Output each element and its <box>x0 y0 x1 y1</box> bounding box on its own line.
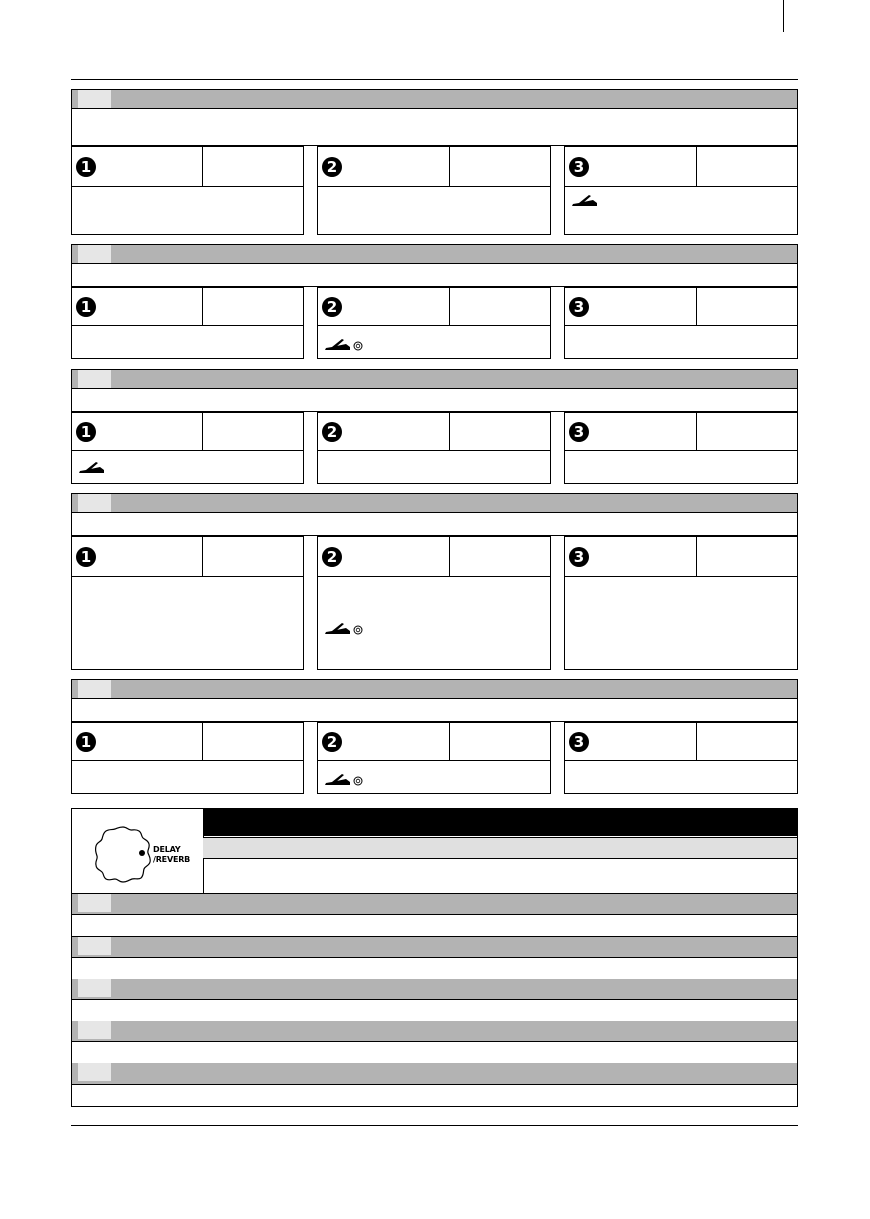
module-header <box>71 808 798 894</box>
svg-text:2: 2 <box>326 297 338 316</box>
svg-text:2: 2 <box>326 422 338 441</box>
effect-tab <box>78 245 111 263</box>
module-effect-row <box>71 979 798 1022</box>
number-2-icon <box>321 731 343 753</box>
module-description <box>203 859 797 893</box>
effect-tab <box>78 979 111 997</box>
param-box <box>564 536 798 670</box>
param-box <box>317 412 551 484</box>
param-box <box>564 287 798 359</box>
param-box <box>564 146 798 235</box>
number-2-icon <box>321 156 343 178</box>
param-box <box>317 536 551 670</box>
expression-pedal-icon <box>324 335 364 351</box>
svg-text:3: 3 <box>573 547 585 566</box>
number-1-icon <box>75 296 97 318</box>
svg-text:3: 3 <box>573 732 585 751</box>
svg-text:3: 3 <box>573 297 585 316</box>
expression-pedal-icon <box>78 460 106 474</box>
param-box <box>71 412 304 484</box>
effect-header <box>71 493 798 513</box>
expression-pedal-icon <box>324 619 364 635</box>
effect-header <box>71 369 798 389</box>
effect-block <box>71 493 798 670</box>
svg-text:2: 2 <box>326 732 338 751</box>
effect-tab <box>78 937 111 955</box>
knob-label <box>153 845 190 865</box>
svg-text:1: 1 <box>80 297 92 316</box>
module-effect-row <box>71 937 798 980</box>
effect-description <box>71 109 798 146</box>
top-rule <box>71 79 798 80</box>
svg-text:3: 3 <box>573 157 585 176</box>
svg-text:1: 1 <box>80 732 92 751</box>
effect-description <box>71 1000 798 1022</box>
dial-icon <box>94 825 152 883</box>
number-3-icon <box>568 546 590 568</box>
effect-tab <box>78 1021 111 1039</box>
effect-header <box>71 244 798 264</box>
effect-block <box>71 89 798 235</box>
effect-tab <box>78 1063 111 1081</box>
effect-header <box>71 937 798 958</box>
number-1-icon <box>75 731 97 753</box>
module-subtitle-bar <box>203 837 797 859</box>
param-box <box>564 412 798 484</box>
effect-description <box>71 1085 798 1107</box>
effect-description <box>71 958 798 980</box>
svg-text:1: 1 <box>80 547 92 566</box>
knob-label-line2: /REVERB <box>153 855 191 864</box>
svg-text:1: 1 <box>80 157 92 176</box>
svg-text:3: 3 <box>573 422 585 441</box>
effect-tab <box>78 494 111 512</box>
expression-pedal-icon <box>324 770 364 786</box>
effect-block <box>71 369 798 484</box>
effect-description <box>71 699 798 722</box>
effect-block <box>71 679 798 794</box>
number-3-icon <box>568 296 590 318</box>
effect-description <box>71 389 798 412</box>
effect-description <box>71 264 798 287</box>
effect-description <box>71 513 798 536</box>
knob-label-line1: DELAY <box>153 845 181 854</box>
number-2-icon <box>321 421 343 443</box>
crop-mark <box>783 0 784 32</box>
number-2-icon <box>321 296 343 318</box>
module-effect-row <box>71 1063 798 1107</box>
param-box <box>71 287 304 359</box>
param-box <box>71 722 304 794</box>
svg-text:2: 2 <box>326 547 338 566</box>
effect-header <box>71 89 798 109</box>
module-effect-row <box>71 1021 798 1064</box>
svg-text:2: 2 <box>326 157 338 176</box>
effect-header <box>71 679 798 699</box>
effect-tab <box>78 370 111 388</box>
param-box <box>71 146 304 235</box>
module-effect-row <box>71 894 798 937</box>
effect-description <box>71 915 798 937</box>
effect-tab <box>78 680 111 698</box>
number-3-icon <box>568 731 590 753</box>
number-1-icon <box>75 546 97 568</box>
effect-header <box>71 1063 798 1085</box>
svg-text:1: 1 <box>80 422 92 441</box>
effect-tab <box>78 90 111 108</box>
module-title-bar <box>203 809 797 836</box>
number-1-icon <box>75 421 97 443</box>
effect-header <box>71 1021 798 1042</box>
param-box <box>317 146 551 235</box>
param-box <box>564 722 798 794</box>
param-box <box>317 722 551 794</box>
effect-header <box>71 894 798 915</box>
expression-pedal-icon <box>571 193 599 207</box>
knob-area <box>72 809 204 893</box>
number-1-icon <box>75 156 97 178</box>
number-3-icon <box>568 421 590 443</box>
effect-header <box>71 979 798 1000</box>
effect-description <box>71 1042 798 1064</box>
number-2-icon <box>321 546 343 568</box>
bottom-rule <box>71 1125 798 1126</box>
effect-block <box>71 244 798 359</box>
effect-tab <box>78 894 111 912</box>
param-box <box>317 287 551 359</box>
param-box <box>71 536 304 670</box>
number-3-icon <box>568 156 590 178</box>
